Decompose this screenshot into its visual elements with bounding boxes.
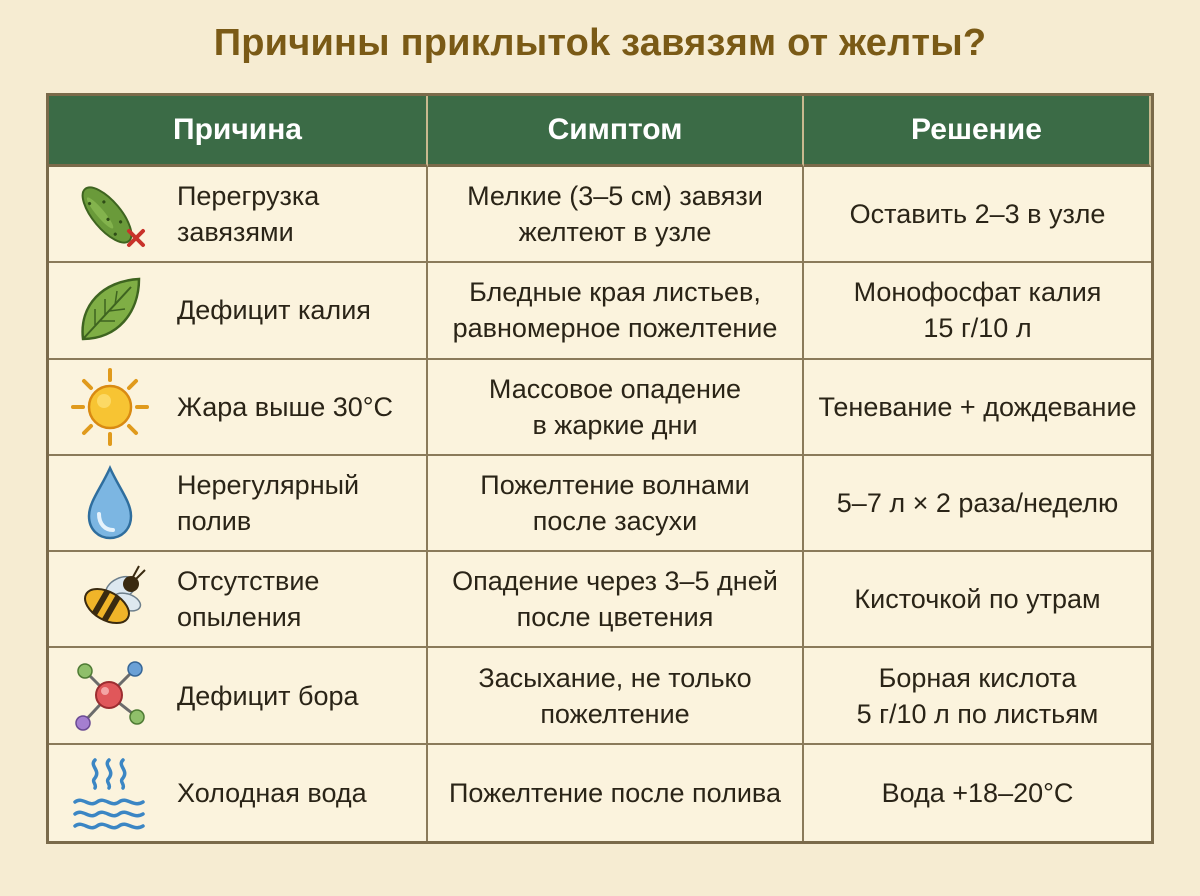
solution-cell: 5–7 л × 2 раза/неделю <box>804 456 1151 552</box>
column-header-symptom: Симптом <box>428 96 804 167</box>
table-row-cause <box>49 167 428 263</box>
cause-label: Перегрузка завязями <box>177 181 320 248</box>
column-header-solution: Решение <box>804 96 1151 167</box>
sun-icon <box>69 366 151 448</box>
cause-label: Холодная вода <box>177 777 367 808</box>
solution-cell: Теневание + дождевание <box>804 360 1151 456</box>
solution-cell: Кисточкой по утрам <box>804 552 1151 648</box>
cause-label: Отсутствие опыления <box>177 566 320 633</box>
cold-water-icon <box>69 752 151 834</box>
leaf-icon <box>69 269 151 351</box>
table-row-cause <box>49 552 428 648</box>
symptom-cell: Массовое опадение в жаркие дни <box>428 360 804 456</box>
symptom-cell: Пожелтение после полива <box>428 745 804 841</box>
solution-cell: Борная кислота 5 г/10 л по листьям <box>804 648 1151 744</box>
cause-label: Дефицит калия <box>177 295 371 326</box>
causes-table <box>46 93 1154 844</box>
cause-label: Нерегулярный полив <box>177 469 360 536</box>
cause-label: Жара выше 30°С <box>177 391 394 422</box>
column-header-cause: Причина <box>49 96 428 167</box>
symptom-cell: Бледные края листьев, равномерное пожелтение <box>428 263 804 359</box>
cause-label: Дефицит бора <box>177 680 359 711</box>
table-row-cause <box>49 648 428 744</box>
bee-icon <box>69 558 151 640</box>
symptom-cell: Опадение через 3–5 дней после цветения <box>428 552 804 648</box>
symptom-cell: Засыхание, не только пожелтение <box>428 648 804 744</box>
water-drop-icon <box>69 462 151 544</box>
table-row-cause <box>49 263 428 359</box>
table-row-cause <box>49 360 428 456</box>
solution-cell: Вода +18–20°С <box>881 777 1074 808</box>
cucumber-cross-icon <box>69 173 151 255</box>
solution-cell: Оставить 2–3 в узле <box>804 167 1151 263</box>
page-title: Причины приклытоk завязям от желты? <box>213 22 987 64</box>
symptom-cell: Пожелтение волнами после засухи <box>428 456 804 552</box>
molecule-icon <box>69 655 151 737</box>
solution-cell: Монофосфат калия 15 г/10 л <box>804 263 1151 359</box>
symptom-cell: Мелкие (3–5 см) завязи желтеют в узле <box>428 167 804 263</box>
table-row-cause <box>49 745 428 841</box>
table-row-cause <box>49 456 428 552</box>
